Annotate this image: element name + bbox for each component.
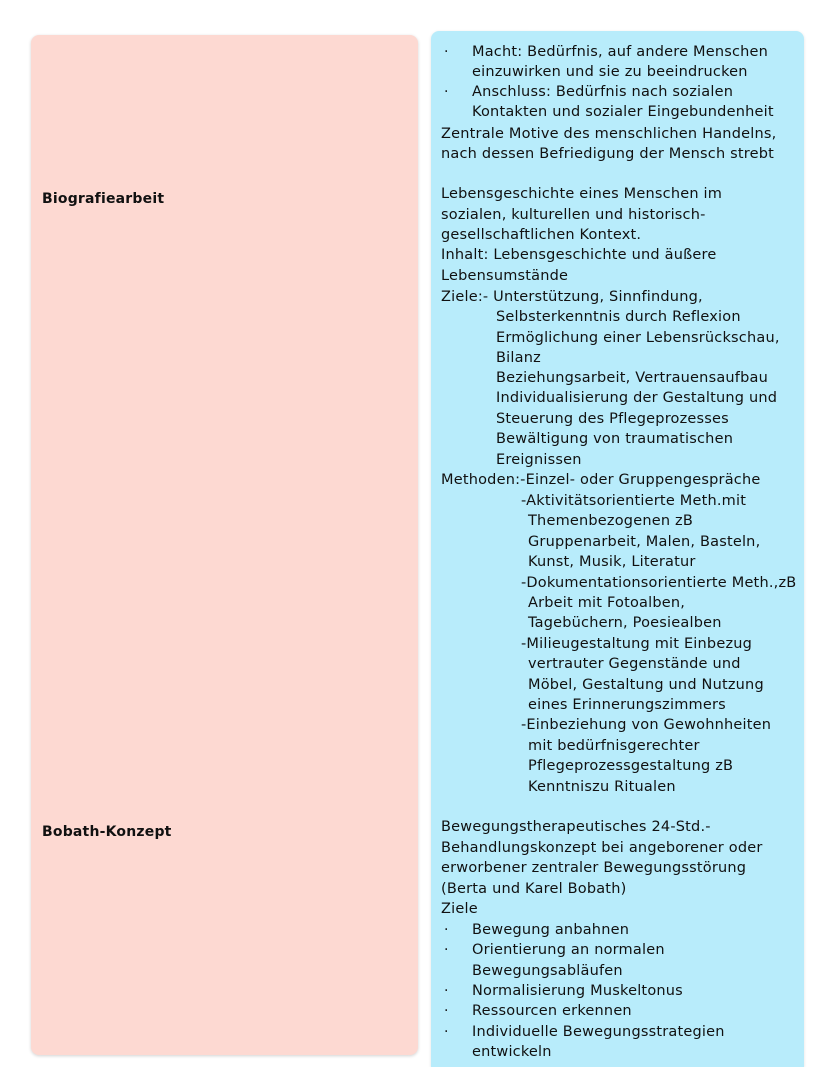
text-line: sozialen, kulturellen und historisch- (441, 207, 706, 223)
text-line: Normalisierung Muskeltonus (472, 983, 683, 999)
text-line: Lebensgeschichte eines Menschen im (441, 186, 723, 202)
text-line: Bewegungsabläufen (472, 963, 623, 979)
text-line: Bewegungstherapeutisches 24-Std.- (441, 819, 711, 835)
text-line: Orientierung an normalen (472, 942, 665, 958)
text-line: Ziele:- Unterstützung, Sinnfindung, (441, 289, 703, 305)
text-line: Bewältigung von traumatischen (496, 431, 734, 447)
text-line: Inhalt: Lebensgeschichte und äußere (441, 247, 717, 263)
text-line: Bewegung anbahnen (472, 922, 630, 938)
text-line: Arbeit mit Fotoalben, (528, 595, 686, 611)
text-line: Bilanz (496, 350, 541, 366)
text-line: Kontakten und sozialer Eingebundenheit (472, 104, 774, 120)
text-line: Macht: Bedürfnis, auf andere Menschen (472, 44, 769, 60)
text-line: Möbel, Gestaltung und Nutzung (528, 677, 764, 693)
text-line: Anschluss: Bedürfnis nach sozialen (472, 84, 734, 100)
text-line: -Dokumentationsorientierte Meth.,zB (521, 575, 797, 591)
bullet-dot: · (444, 84, 449, 100)
text-line: mit bedürfnisgerechter (528, 738, 700, 754)
text-line: Selbsterkenntnis durch Reflexion (496, 309, 741, 325)
text-line: Beziehungsarbeit, Vertrauensaufbau (496, 370, 768, 386)
text-line: gesellschaftlichen Kontext. (441, 227, 642, 243)
text-line: nach dessen Befriedigung der Mensch strebt (441, 146, 775, 162)
bullet-dot: · (444, 1003, 449, 1019)
bullet-dot: · (444, 983, 449, 999)
bullet-dot: · (444, 1024, 449, 1040)
text-line: Ereignissen (496, 452, 582, 468)
text-line: -Einbeziehung von Gewohnheiten (521, 717, 772, 733)
text-line: einzuwirken und sie zu beeindrucken (472, 64, 748, 80)
term-bobath-konzept: Bobath-Konzept (42, 824, 172, 840)
text-line: Pflegeprozessgestaltung zB (528, 758, 734, 774)
term-column (31, 35, 418, 1055)
text-line: Ressourcen erkennen (472, 1003, 632, 1019)
text-line: Tagebüchern, Poesiealben (528, 615, 722, 631)
text-line: Gruppenarbeit, Malen, Basteln, (528, 534, 761, 550)
bullet-dot: · (444, 44, 449, 60)
text-line: erworbener zentraler Bewegungsstörung (441, 860, 747, 876)
text-line: Zentrale Motive des menschlichen Handelns, (441, 126, 777, 142)
text-line: eines Erinnerungszimmers (528, 697, 726, 713)
text-line: vertrauter Gegenstände und (528, 656, 741, 672)
term-biografiearbeit: Biografiearbeit (42, 191, 165, 207)
text-line: Ziele (441, 901, 478, 917)
text-line: Individuelle Bewegungsstrategien (472, 1024, 725, 1040)
text-line: -Aktivitätsorientierte Meth.mit (521, 493, 747, 509)
text-line: entwickeln (472, 1044, 552, 1060)
text-line: Behandlungskonzept bei angeborener oder (441, 840, 763, 856)
text-line: Kenntniszu Ritualen (528, 779, 676, 795)
text-line: Themenbezogenen zB (528, 513, 694, 529)
text-line: (Berta und Karel Bobath) (441, 881, 627, 897)
text-line: Lebensumstände (441, 268, 569, 284)
text-line: -Milieugestaltung mit Einbezug (521, 636, 753, 652)
text-line: Ermöglichung einer Lebensrückschau, (496, 330, 780, 346)
bullet-dot: · (444, 922, 449, 938)
text-line: Steuerung des Pflegeprozesses (496, 411, 729, 427)
text-line: Kunst, Musik, Literatur (528, 554, 696, 570)
bullet-dot: · (444, 942, 449, 958)
text-line: Individualisierung der Gestaltung und (496, 390, 778, 406)
text-line: Methoden:-Einzel- oder Gruppengespräche (441, 472, 761, 488)
